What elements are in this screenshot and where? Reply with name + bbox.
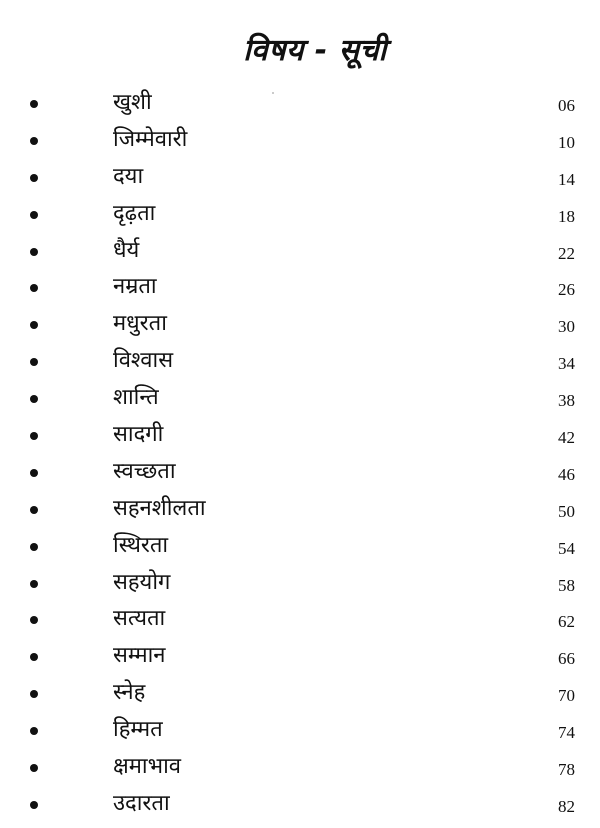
bullet-icon — [30, 137, 38, 145]
toc-entry-page-number: 14 — [558, 169, 575, 189]
toc-entry-label: मधुरता — [113, 311, 167, 337]
toc-entry-label: नम्रता — [113, 274, 157, 300]
toc-entry — [0, 713, 600, 750]
toc-entry-label: सहनशीलता — [113, 495, 206, 521]
toc-entry — [0, 529, 600, 566]
bullet-icon — [30, 284, 38, 292]
toc-entry-page-number: 58 — [558, 575, 575, 595]
toc-entry — [0, 639, 600, 676]
toc-entry-label: धैर्य — [113, 237, 140, 263]
toc-entry-label: दृढ़ता — [113, 200, 156, 226]
toc-entry-label: शान्ति — [113, 385, 159, 411]
toc-entry-label: क्षमाभाव — [113, 754, 182, 780]
bullet-icon — [30, 801, 38, 809]
toc-entry-page-number: 26 — [558, 280, 575, 300]
toc-entry-label: सत्यता — [113, 606, 166, 632]
toc-entry — [0, 234, 600, 271]
bullet-icon — [30, 543, 38, 551]
bullet-icon — [30, 469, 38, 477]
toc-entry-page-number: 78 — [558, 760, 575, 780]
toc-entry-label: सादगी — [113, 422, 164, 448]
bullet-icon — [30, 580, 38, 588]
bullet-icon — [30, 764, 38, 772]
toc-entry-page-number: 22 — [558, 243, 575, 263]
toc-entry-page-number: 30 — [558, 317, 575, 337]
toc-entry — [0, 566, 600, 603]
bullet-icon — [30, 727, 38, 735]
toc-entry — [0, 381, 600, 418]
bullet-icon — [30, 100, 38, 108]
bullet-icon — [30, 432, 38, 440]
toc-entry-label: सहयोग — [113, 569, 171, 595]
toc-entry-label: स्नेह — [113, 680, 146, 706]
bullet-icon — [30, 358, 38, 366]
toc-entry-label: स्वच्छता — [113, 458, 176, 484]
toc-entry-page-number: 42 — [558, 428, 575, 448]
toc-entry — [0, 270, 600, 307]
table-of-contents — [0, 86, 600, 824]
toc-entry — [0, 123, 600, 160]
bullet-icon — [30, 248, 38, 256]
bullet-icon — [30, 395, 38, 403]
toc-entry-page-number: 34 — [558, 354, 575, 374]
toc-entry-page-number: 50 — [558, 501, 575, 521]
toc-entry-page-number: 38 — [558, 391, 575, 411]
toc-entry-page-number: 62 — [558, 612, 575, 632]
bullet-icon — [30, 616, 38, 624]
toc-entry-label: स्थिरता — [113, 532, 169, 558]
toc-entry-page-number: 70 — [558, 686, 575, 706]
bullet-icon — [30, 506, 38, 514]
toc-entry — [0, 602, 600, 639]
toc-entry — [0, 750, 600, 787]
toc-entry — [0, 197, 600, 234]
toc-entry — [0, 418, 600, 455]
toc-entry-page-number: 74 — [558, 723, 575, 743]
toc-entry-label: दया — [113, 163, 144, 189]
toc-entry-label: खुशी — [113, 90, 152, 115]
page-title: विषय - सूची — [243, 33, 387, 68]
toc-entry — [0, 676, 600, 713]
bullet-icon — [30, 690, 38, 698]
toc-entry-page-number: 10 — [558, 132, 575, 152]
bullet-icon — [30, 321, 38, 329]
toc-entry — [0, 492, 600, 529]
toc-entry-page-number: 66 — [558, 649, 575, 669]
toc-entry — [0, 344, 600, 381]
toc-entry-label: हिम्मत — [113, 717, 163, 743]
toc-entry — [0, 787, 600, 824]
toc-entry-page-number: 06 — [558, 96, 575, 115]
toc-entry — [0, 307, 600, 344]
toc-entry-label: जिम्मेवारी — [113, 126, 188, 152]
bullet-icon — [30, 211, 38, 219]
toc-entry-page-number: 46 — [558, 464, 575, 484]
toc-entry — [0, 160, 600, 197]
toc-entry — [0, 86, 600, 123]
bullet-icon — [30, 653, 38, 661]
toc-entry-label: सम्मान — [113, 643, 166, 669]
toc-entry-page-number: 82 — [558, 796, 575, 816]
toc-entry-label: उदारता — [113, 790, 170, 816]
toc-entry-page-number: 18 — [558, 206, 575, 226]
bullet-icon — [30, 174, 38, 182]
toc-entry — [0, 455, 600, 492]
toc-entry-page-number: 54 — [558, 538, 575, 558]
toc-entry-label: विश्वास — [113, 348, 174, 374]
